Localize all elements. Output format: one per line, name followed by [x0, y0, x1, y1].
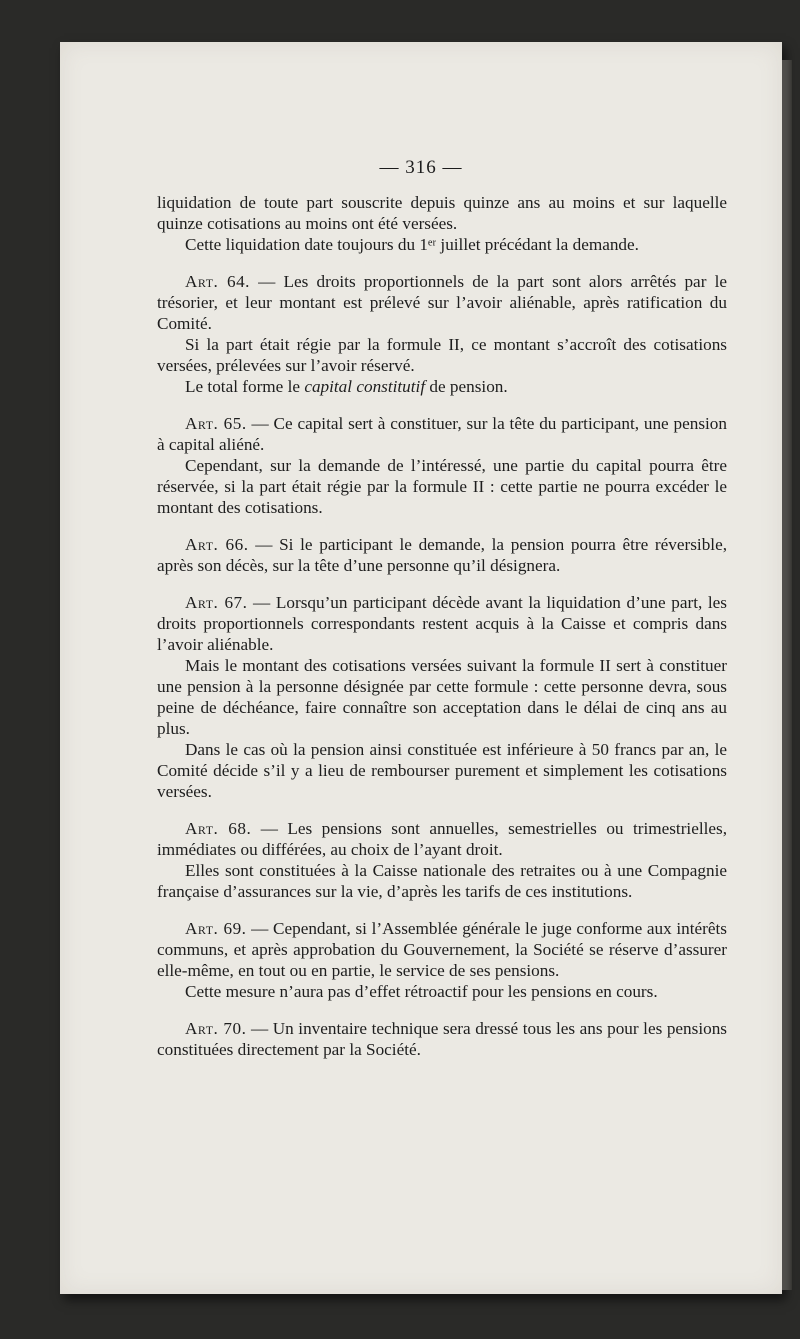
paragraph-4: Si la part était régie par la formule II, ce montant s’accroît des cotisations versées, prélevées sur l’avoir réservé. — [157, 335, 727, 375]
article-label: Art. 67. — [185, 593, 248, 612]
paragraph-15: Cette mesure n’aura pas d’effet rétroactif pour les pensions en cours. — [185, 982, 658, 1001]
article-label: Art. 69. — [185, 919, 247, 938]
page-edge-shadow — [782, 60, 792, 1290]
article-68: Art. 68. — Les pensions sont annuelles, semestrielles ou trimestrielles, immédiates ou différées, au choix de l’ayant droit. — [157, 819, 727, 859]
page-number: — 316 — — [379, 157, 463, 178]
article-67: Art. 67. — Lorsqu’un participant décède avant la liquidation d’une part, les droits proportionnels correspondants restent acquis à la Caisse et compris dans l’avoir aliénable. — [157, 593, 727, 654]
article-70: Art. 70. — Un inventaire technique sera dressé tous les ans pour les pensions constituées directement par la Société. — [157, 1019, 727, 1059]
article-label: Art. 65. — [185, 414, 247, 433]
book-page — [60, 42, 782, 1294]
paragraph-11: Dans le cas où la pension ainsi constituée est inférieure à 50 francs par an, le Comité décide s’il y a lieu de rembourser purement et simplement les cotisations versées. — [157, 740, 727, 801]
article-69: Art. 69. — Cependant, si l’Assemblée générale le juge conforme aux intérêts communs, et après approbation du Gouvernement, la Société se réserve d’assurer elle-même, en tout ou en partie, le service de ses pensions. — [157, 919, 727, 980]
article-64: Art. 64. — Les droits proportionnels de la part sont alors arrêtés par le trésorier, et leur montant est prélevé sur l’avoir aliénable, après ratification du Comité. — [157, 272, 727, 333]
article-label: Art. 70. — [185, 1019, 247, 1038]
article-label: Art. 64. — [185, 272, 250, 291]
paragraph-1: liquidation de toute part souscrite depuis quinze ans au moins et sur laquelle quinze cotisations au moins ont été versées. — [157, 193, 727, 233]
paragraph-13: Elles sont constituées à la Caisse nationale des retraites ou à une Compagnie française d’assurances sur la vie, d’après les tarifs de ces institutions. — [157, 861, 727, 901]
article-label: Art. 68. — [185, 819, 252, 838]
paragraph-2: Cette liquidation date toujours du 1ᵉʳ juillet précédant la demande. — [185, 235, 639, 254]
page-body — [157, 192, 727, 1060]
article-label: Art. 66. — [185, 535, 249, 554]
emphasis-capital-constitutif: capital constitutif — [304, 377, 426, 396]
article-65: Art. 65. — Ce capital sert à constituer, sur la tête du participant, une pension à capital aliéné. — [157, 414, 727, 454]
paragraph-5: Le total forme le capital constitutif de pension. — [185, 377, 508, 396]
paragraph-7: Cependant, sur la demande de l’intéressé, une partie du capital pourra être réservée, si la part était régie par la formule II : cette partie ne pourra excéder le montant des cotisations. — [157, 456, 727, 517]
paragraph-10: Mais le montant des cotisations versées suivant la formule II sert à constituer une pension à la personne désignée par cette formule : cette personne devra, sous peine de déchéance, faire connaître son acceptation dans le délai de cinq ans au plus. — [157, 656, 727, 738]
article-66: Art. 66. — Si le participant le demande, la pension pourra être réversible, après son décès, sur la tête d’une personne qu’il désignera. — [157, 535, 727, 575]
